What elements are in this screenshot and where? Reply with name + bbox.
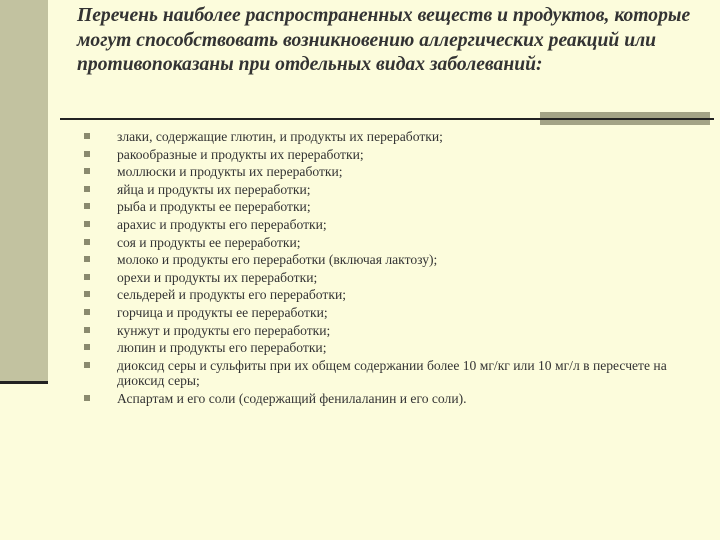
list-item-text: молоко и продукты его переработки (включая лактозу); [117, 252, 438, 268]
list-item-text: Аспартам и его соли (содержащий фенилаланин и его соли). [117, 390, 467, 406]
list-item [84, 323, 684, 338]
list-item-text: сельдерей и продукты его переработки; [117, 287, 346, 303]
list-item [84, 358, 684, 388]
square-bullet-icon [84, 395, 90, 401]
list-item-text: кунжут и продукты его переработки; [117, 322, 331, 338]
square-bullet-icon [84, 362, 90, 368]
list-item [84, 270, 684, 285]
title-divider [60, 118, 714, 120]
list-item-text: соя и продукты ее переработки; [117, 234, 301, 250]
square-bullet-icon [84, 309, 90, 315]
list-item [84, 164, 684, 179]
list-item [84, 199, 684, 214]
list-item [84, 217, 684, 232]
list-item [84, 129, 684, 144]
list-item-text: яйца и продукты их переработки; [117, 181, 311, 197]
slide-title: Перечень наиболее распространенных веществ и продуктов, которые могут способствовать возникновению аллергических реакций или противопоказаны при отдельных видах заболеваний: [77, 5, 691, 75]
square-bullet-icon [84, 256, 90, 262]
list-item-text: моллюски и продукты их переработки; [117, 164, 343, 180]
list-item-text: орехи и продукты их переработки; [117, 269, 318, 285]
list-item [84, 340, 684, 355]
square-bullet-icon [84, 186, 90, 192]
list-item [84, 252, 684, 267]
square-bullet-icon [84, 151, 90, 157]
list-item-text: злаки, содержащие глютин, и продукты их переработки; [117, 129, 443, 144]
list-item-text: арахис и продукты его переработки; [117, 216, 327, 232]
list-item-text: рыба и продукты ее переработки; [117, 199, 311, 215]
square-bullet-icon [84, 221, 90, 227]
square-bullet-icon [84, 133, 90, 139]
list-item-text: люпин и продукты его переработки; [117, 340, 327, 356]
square-bullet-icon [84, 327, 90, 333]
list-item [84, 182, 684, 197]
square-bullet-icon [84, 344, 90, 350]
list-item [84, 391, 684, 406]
square-bullet-icon [84, 203, 90, 209]
left-decorative-bar [0, 0, 48, 383]
list-item-text: горчица и продукты ее переработки; [117, 304, 328, 320]
list-item [84, 147, 684, 162]
list-item [84, 287, 684, 302]
square-bullet-icon [84, 274, 90, 280]
list-item [84, 305, 684, 320]
list-item-text: диоксид серы и сульфиты при их общем содержании более 10 мг/кг или 10 мг/л в пересчете на диоксид серы; [117, 357, 667, 388]
left-bar-rule [0, 381, 48, 384]
list-item [84, 235, 684, 250]
square-bullet-icon [84, 291, 90, 297]
square-bullet-icon [84, 168, 90, 174]
allergen-list [84, 129, 684, 408]
square-bullet-icon [84, 239, 90, 245]
list-item-text: ракообразные и продукты их переработки; [117, 146, 364, 162]
